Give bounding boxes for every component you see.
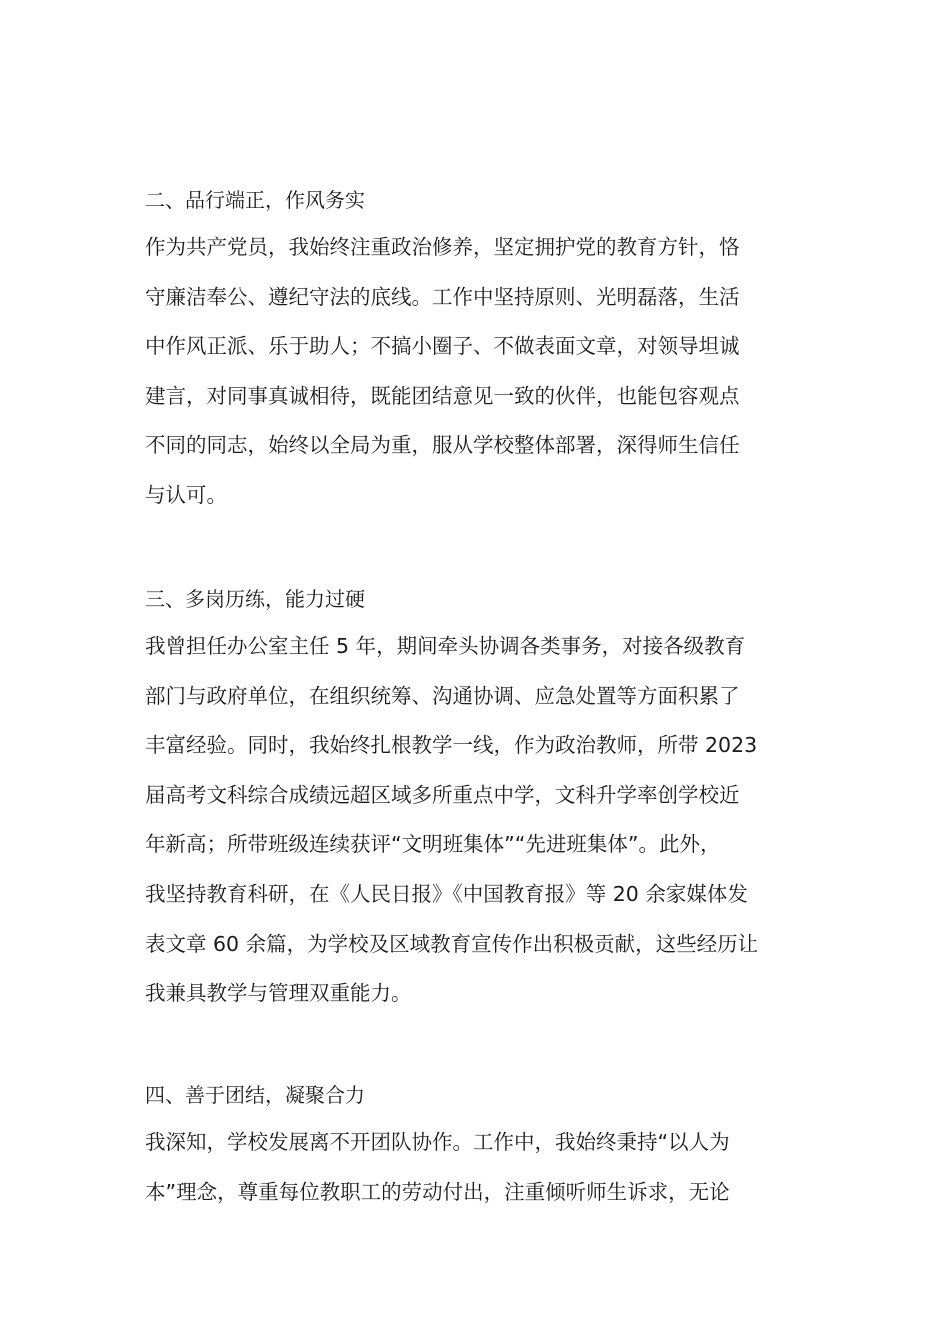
paragraph-line: 年新高；所带班级连续获评“文明班集体”“先进班集体”。此外， [145, 832, 721, 857]
paragraph-line: 不同的同志，始终以全局为重，服从学校整体部署，深得师生信任 [145, 433, 740, 458]
paragraph-line: 我深知，学校发展离不开团队协作。工作中，我始终秉持“以人为 [145, 1130, 730, 1154]
paragraph-line: 部门与政府单位，在组织统筹、沟通协调、应急处置等方面积累了 [145, 683, 740, 708]
paragraph-line: 表文章 60 余篇，为学校及区域教育宣传作出积极贡献，这些经历让 [145, 931, 759, 956]
paragraph-line: 与认可。 [145, 482, 227, 507]
paragraph-line: 我曾担任办公室主任 5 年，期间牵头协调各类事务，对接各级教育 [145, 634, 746, 658]
section-paragraph [145, 622, 825, 1019]
paragraph-line: 守廉洁奉公、遵纪守法的底线。工作中坚持原则、光明磊落，生活 [145, 284, 740, 309]
section-teamwork [145, 1082, 825, 1217]
section-paragraph [145, 1118, 825, 1217]
section-heading: 二、品行端正，作风务实 [145, 188, 365, 212]
paragraph-line: 我坚持教育科研，在《人民日报》《中国教育报》等 20 余家媒体发 [145, 881, 748, 906]
paragraph-line: 届高考文科综合成绩远超区域多所重点中学，文科升学率创学校近 [145, 782, 740, 807]
paragraph-line: 我兼具教学与管理双重能力。 [145, 981, 412, 1006]
section-heading: 三、多岗历练，能力过硬 [145, 587, 365, 611]
section-heading: 四、善于团结，凝聚合力 [145, 1083, 365, 1107]
section-paragraph [145, 223, 825, 521]
paragraph-line: 丰富经验。同时，我始终扎根教学一线，作为政治教师，所带 2023 [145, 733, 758, 758]
paragraph-line: 作为共产党员，我始终注重政治修养，坚定拥护党的教育方针，恪 [145, 235, 740, 259]
paragraph-line: 建言，对同事真诚相待，既能团结意见一致的伙伴，也能包容观点 [145, 383, 740, 408]
paragraph-line: 本”理念，尊重每位教职工的劳动付出，注重倾听师生诉求，无论 [145, 1179, 730, 1204]
section-experience [145, 586, 825, 1019]
paragraph-line: 中作风正派、乐于助人；不搞小圈子、不做表面文章，对领导坦诚 [145, 334, 740, 359]
section-character [145, 187, 825, 521]
